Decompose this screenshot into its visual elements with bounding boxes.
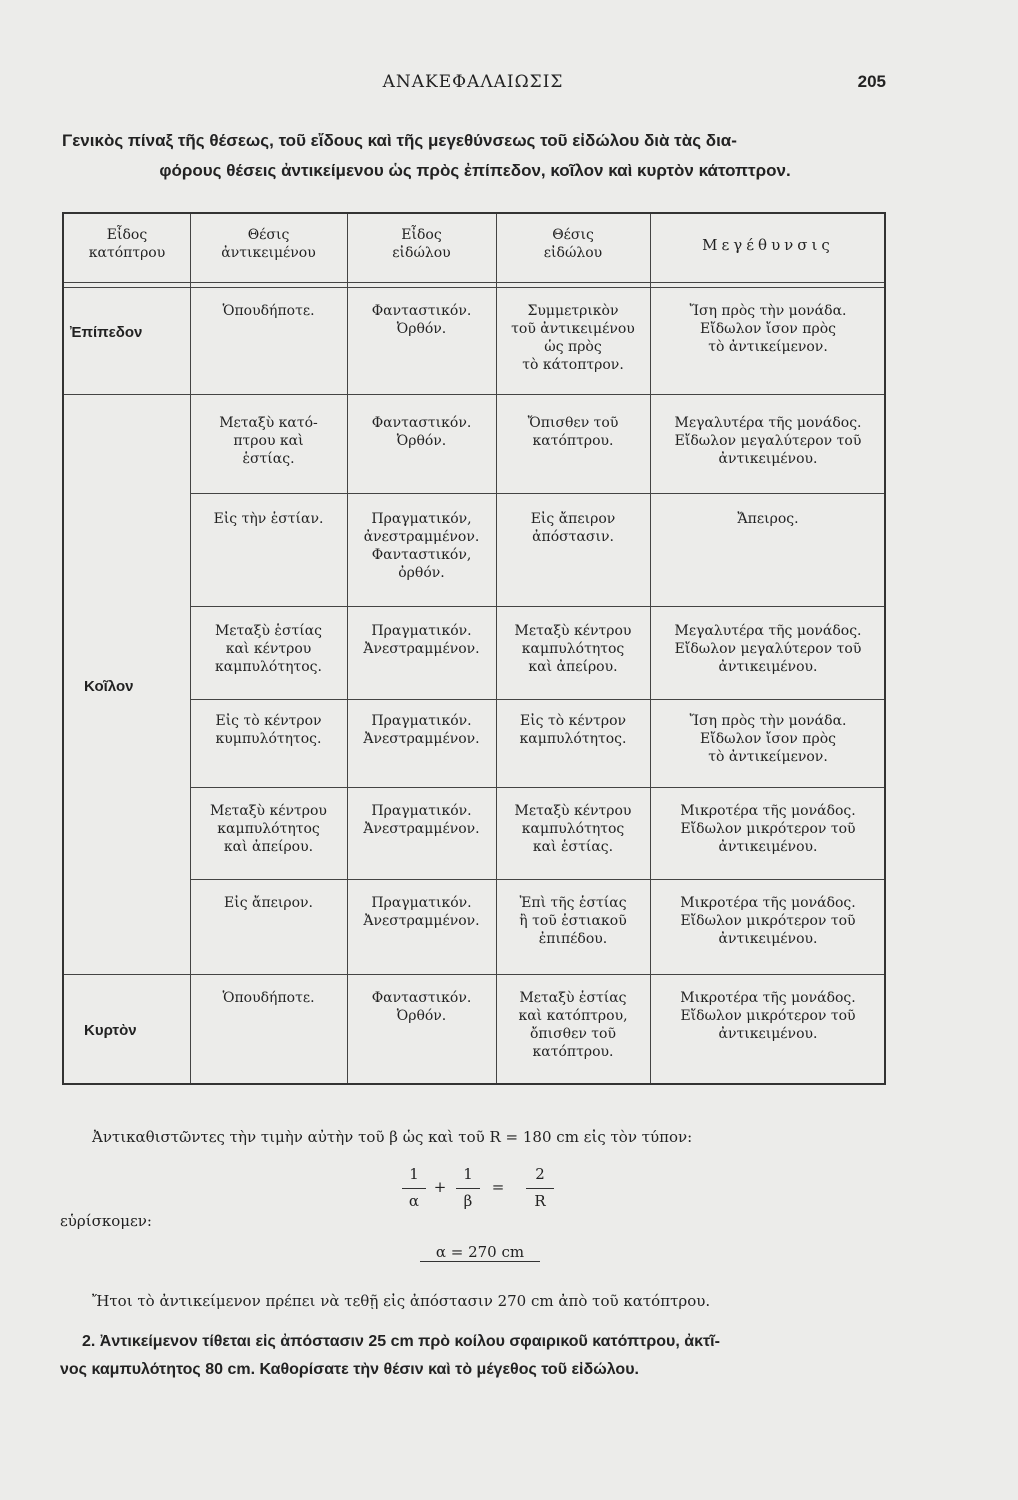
cell-magnification: Μικροτέρα τῆς μονάδος. Εἴδωλον μικρότερον τοῦ ἀντικειμένου.	[680, 803, 856, 855]
caption-line-2: φόρους θέσεις ἀντικείμενου ὡς πρὸς ἐπίπεδον, κοῖλον καὶ κυρτὸν κάτοπτρον.	[159, 161, 791, 180]
problem-line-2: νος καμπυλότητος 80 cm. Καθορίσατε τὴν θέσιν καὶ τὸ μέγεθος τοῦ εἰδώλου.	[60, 1361, 639, 1378]
cell-image-position: Εἰς τὸ κέντρον καμπυλότητος.	[519, 713, 627, 747]
header-image-position: Θέσις εἰδώλου	[543, 227, 603, 261]
cell-image-type: Πραγματικόν. Ἀνεστραμμένον.	[363, 623, 480, 657]
header-rule	[64, 287, 884, 288]
plus-sign: +	[433, 1178, 447, 1196]
cell-image-type: Πραγματικόν. Ἀνεστραμμένον.	[363, 803, 480, 837]
fraction-bar	[526, 1188, 554, 1189]
group-concave: Κοῖλον	[84, 678, 134, 695]
group-plane: Ἐπίπεδον	[70, 324, 143, 341]
cell-magnification: Ἄπειρος.	[737, 511, 799, 527]
cell-image-position: Εἰς ἄπειρον ἀπόστασιν.	[530, 511, 616, 545]
page-header	[60, 72, 886, 100]
cell-image-position: Μεταξὺ κέντρου καμπυλότητος καὶ ἑστίας.	[514, 803, 632, 855]
header-image-type: Εἶδος εἰδώλου	[392, 227, 451, 261]
page-number: 205	[857, 72, 886, 91]
header-object-position: Θέσις ἀντικειμένου	[221, 227, 316, 261]
conclusion-sentence: Ἤτοι τὸ ἀντικείμενον πρέπει νὰ τεθῇ εἰς ἀπόστασιν 270 cm ἀπὸ τοῦ κατόπτρου.	[92, 1292, 711, 1310]
cell-magnification: Μικροτέρα τῆς μονάδος. Εἴδωλον μικρότερον τοῦ ἀντικειμένου.	[680, 895, 856, 947]
row-divider	[190, 699, 884, 700]
group-convex: Κυρτὸν	[84, 1022, 137, 1039]
problem-line-1: Ἀντικείμενον τίθεται εἰς ἀπόστασιν 25 cm πρὸ κοίλου σφαιρικοῦ κατόπτρου, ἀκτῖ-	[99, 1333, 720, 1350]
cell-magnification: Μεγαλυτέρα τῆς μονάδος. Εἴδωλον μεγαλύτερον τοῦ ἀντικειμένου.	[674, 623, 862, 675]
header-mirror-type: Εἶδος κατόπτρου	[88, 227, 166, 261]
running-title: ΑΝΑΚΕΦΑΛΑΙΩΣΙΣ	[382, 72, 564, 92]
cell-image-type: Πραγματικόν, ἀνεστραμμένον. Φανταστικόν, ὀρθόν.	[363, 511, 480, 581]
denominator-R: R	[534, 1192, 546, 1210]
cell-image-type: Φανταστικόν. Ὀρθόν.	[371, 303, 472, 337]
cell-magnification: Μεγαλυτέρα τῆς μονάδος. Εἴδωλον μεγαλύτερον τοῦ ἀντικειμένου.	[674, 415, 862, 467]
numerator-3: 2	[535, 1165, 545, 1183]
cell-image-position: Ἐπὶ τῆς ἑστίας ἢ τοῦ ἑστιακοῦ ἐπιπέδου.	[519, 895, 627, 947]
cell-image-type: Πραγματικόν. Ἀνεστραμμένον.	[363, 895, 480, 929]
caption-line-1: Γενικὸς πίναξ τῆς θέσεως, τοῦ εἴδους καὶ τῆς μεγεθύνσεως τοῦ εἰδώλου διὰ τὰς δια-	[62, 131, 737, 150]
summary-table	[62, 212, 886, 1085]
cell-object-position: Εἰς τὴν ἑστίαν.	[213, 511, 324, 527]
denominator-beta: β	[463, 1192, 473, 1210]
numerator-1: 1	[409, 1165, 419, 1183]
problem-2	[60, 1328, 890, 1384]
cell-image-position: Ὄπισθεν τοῦ κατόπτρου.	[527, 415, 619, 449]
cell-object-position: Εἰς ἄπειρον.	[223, 895, 314, 911]
cell-object-position: Εἰς τὸ κέντρον κυμπυλότητος.	[215, 713, 322, 747]
cell-image-position: Μεταξὺ ἑστίας καὶ κατόπτρου, ὄπισθεν τοῦ κατόπτρου.	[518, 990, 628, 1060]
cell-object-position: Ὁπουδήποτε.	[222, 303, 315, 319]
cell-magnification: Ἴση πρὸς τὴν μονάδα. Εἴδωλον ἴσον πρὸς τὸ ἀντικείμενον.	[689, 303, 847, 355]
row-divider	[190, 493, 884, 494]
row-divider	[64, 394, 884, 395]
row-divider	[64, 974, 884, 975]
header-magnification: Μεγέθυνσις	[702, 236, 834, 254]
cell-object-position: Μεταξὺ ἑστίας καὶ κέντρου καμπυλότητος.	[214, 623, 323, 675]
cell-image-position: Συμμετρικὸν τοῦ ἀντικειμένου ὡς πρὸς τὸ κάτοπτρον.	[511, 303, 635, 373]
cell-object-position: Ὁπουδήποτε.	[222, 990, 315, 1006]
cell-image-position: Μεταξὺ κέντρου καμπυλότητος καὶ ἀπείρου.	[514, 623, 632, 675]
result-equation: α = 270 cm	[420, 1243, 540, 1262]
fraction-bar	[456, 1188, 480, 1189]
cell-magnification: Ἴση πρὸς τὴν μονάδα. Εἴδωλον ἴσον πρὸς τὸ ἀντικείμενον.	[689, 713, 847, 765]
table-caption	[62, 126, 888, 186]
header-rule	[64, 282, 884, 283]
cell-magnification: Μικροτέρα τῆς μονάδος. Εἴδωλον μικρότερον τοῦ ἀντικειμένου.	[680, 990, 856, 1042]
we-find-label: εὑρίσκομεν:	[60, 1212, 152, 1230]
cell-object-position: Μεταξὺ κατό- πτρου καὶ ἑστίας.	[219, 415, 318, 467]
fraction-bar	[402, 1188, 426, 1189]
cell-image-type: Πραγματικόν. Ἀνεστραμμένον.	[363, 713, 480, 747]
numerator-2: 1	[463, 1165, 473, 1183]
row-divider	[190, 879, 884, 880]
equals-sign: =	[491, 1178, 505, 1196]
cell-image-type: Φανταστικόν. Ὀρθόν.	[371, 415, 472, 449]
row-divider	[190, 787, 884, 788]
substitution-sentence: Ἀντικαθιστῶντες τὴν τιμὴν αὐτὴν τοῦ β ὡς καὶ τοῦ R = 180 cm εἰς τὸν τύπον:	[92, 1128, 693, 1146]
denominator-alpha: α	[408, 1192, 420, 1210]
cell-image-type: Φανταστικόν. Ὀρθόν.	[371, 990, 472, 1024]
row-divider	[190, 606, 884, 607]
problem-number: 2.	[82, 1333, 96, 1350]
cell-object-position: Μεταξὺ κέντρου καμπυλότητος καὶ ἀπείρου.	[210, 803, 327, 855]
